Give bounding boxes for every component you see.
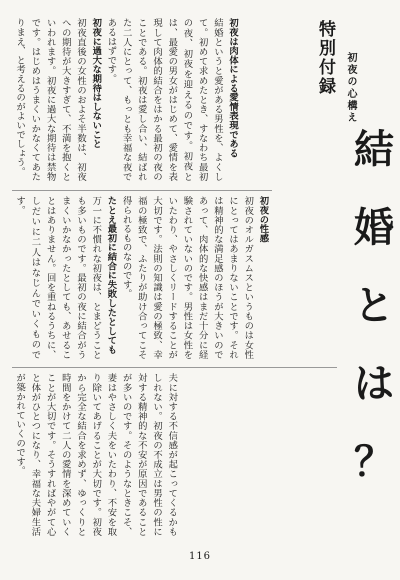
body-text: 万一に不慣れな初夜は、とまどうことも多いものです。最初の夜に結合がうまくいかなかったとしても、あせることはありません。回を重ねるうちに、しだいに二人はなじんでいくものです。 — [14, 196, 102, 359]
band-divider — [12, 190, 272, 191]
body-text: 初夜直後の女性のおよそ半数は、初夜への期待が大きすぎて、不満を抱くといわれます。初夜に過大な期待は禁物です。はじめはうまくいかなくてあたりまえ、と考えるのがよいでしょう。 — [14, 18, 87, 181]
page-number: 116 — [188, 551, 212, 562]
page-kicker: 特別付録 — [315, 20, 335, 96]
section-heading: 初夜に過大な期待はしないこと — [90, 18, 102, 149]
headline-char: ？ — [354, 438, 394, 485]
section-heading: たとえ最初に結合に失敗したとしても — [105, 196, 117, 355]
page-subtitle: 初夜の心構え — [345, 52, 356, 124]
text-band-bottom — [12, 373, 337, 536]
headline-char: 婚 — [354, 204, 394, 251]
section-heading: 初夜の性感 — [257, 196, 269, 243]
body-text: 初夜のオルガスムスというものは女性にとってはあまりないことです。それは精神的な満足感のほうが大きいのであって、肉体的な快感はまだ十分に経験されていないのです。男性は女性をいたわり、やさしくリードすることが大切です。法則の知識は愛の極致、幸福の極致で、ふたりが助け合ってこそ得られるものなのです。 — [120, 196, 254, 359]
section-heading: 初夜は肉体による愛情表現である — [227, 18, 239, 158]
body-text: 結婚というと愛がある男性を、よくして。初めて求めたとき、すなわち最初の夜、初夜を迎えるのです。初夜とは、最愛の男女がはじめて、愛情を表現して肉体的結合をはかる最初の夜のことである。初夜は愛し合い、結ばれた二人にとって、もっとも幸福な夜であるはずです。 — [105, 18, 223, 181]
text-band-top — [12, 18, 280, 181]
text-band-middle — [12, 196, 337, 359]
headline-char: と — [354, 282, 394, 329]
band-divider — [12, 367, 337, 368]
headline-char: は — [354, 360, 394, 407]
body-text: 夫に対する不信感が起こってくるかもしれない。初夜の不成立は男性の性に対する精神的な不安が原因であることが多いのです。そのようなときこそ、妻はやさしく夫をいたわり、不安を取り除いてあげることが大切です。初夜から完全な結合を求めず、ゆっくりと時間をかけて二人の愛情を深めていくことが大切です。そうすればやがて心と体がひとつになり、幸福な夫婦生活が築かれていくのです。 — [14, 373, 178, 536]
headline-char: 結 — [354, 126, 394, 173]
